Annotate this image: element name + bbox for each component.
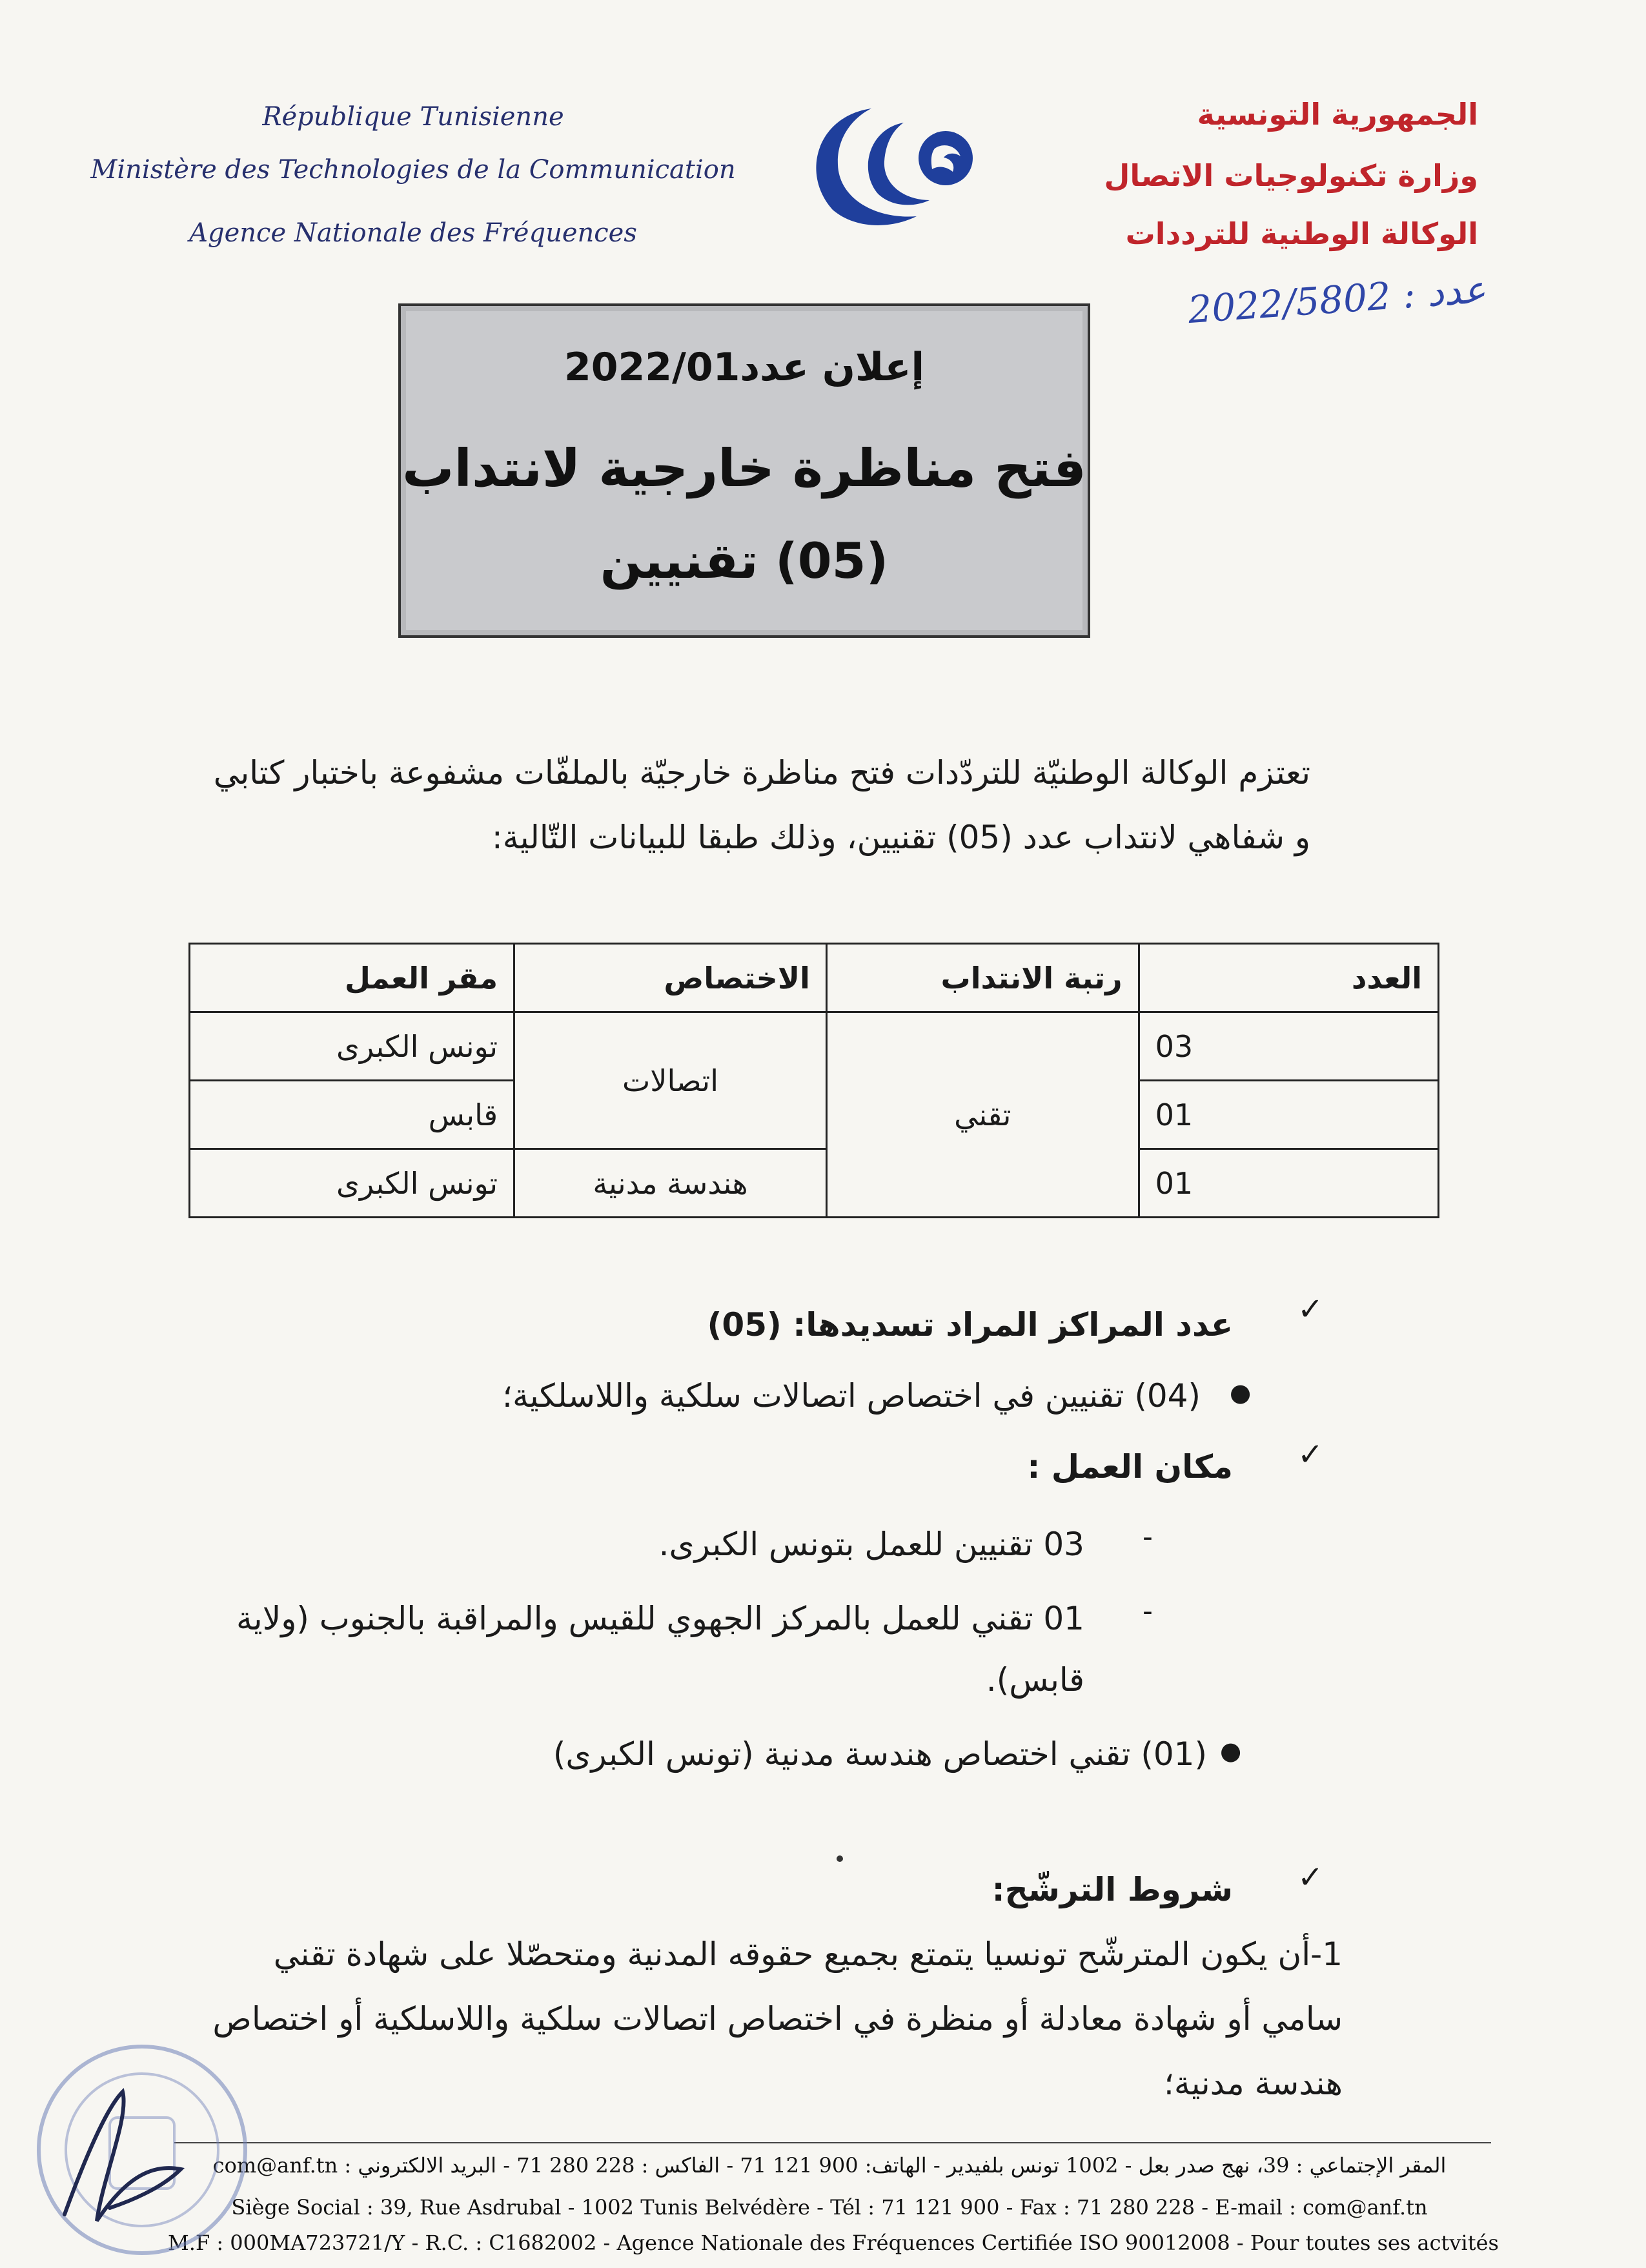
condition-1-line-1: 1-أن يكون المترشّح تونسيا يتمتع بجميع حقوقه المدنية ومتحصّلا على شهادة تقني [273,1936,1343,1973]
dash-icon: - [1143,1520,1153,1553]
civil-engineering-bullet-text: (01) تقني اختصاص هندسة مدنية (تونس الكبرى) [553,1735,1207,1773]
table-header-row [190,944,1439,1012]
footer-french-address: Siège Social : 39, Rue Asdrubal - 1002 Tunis Belvédère - Tél : 71 121 900 - Fax : 71 280 228 - E-mail : com@anf.tn [231,2195,1428,2220]
positions-bullet-text: (04) تقنيين في اختصاص اتصالات سلكية واللاسلكية؛ [502,1377,1201,1415]
signature-icon [52,2066,213,2234]
condition-1-line-2: سامي أو شهادة معادلة أو منظرة في اختصاص اتصالات سلكية واللاسلكية أو اختصاص [212,2000,1343,2038]
specialty-cell: هندسة مدنية [514,1149,827,1218]
header-specialty: الاختصاص [514,944,827,1012]
specialty-cell: اتصالات [514,1012,827,1149]
check-mark-icon: ✓ [1297,1859,1324,1895]
intro-line-1: تعتزم الوكالة الوطنيّة للتردّدات فتح مناظرة خارجيّة بالملفّات مشفوعة باختبار كتابي [213,754,1310,792]
footer-divider [174,2142,1491,2143]
rank-cell: تقني [826,1012,1139,1218]
count-cell: 01 [1139,1081,1438,1149]
positions-heading: عدد المراكز المراد تسديدها: (05) [707,1306,1233,1343]
condition-1-line-3: هندسة مدنية؛ [1163,2065,1343,2102]
bullet-icon: ● [1220,1737,1242,1765]
footer-arabic-address: المقر الإجتماعي : 39، نهج صدر بعل - 1002 تونس بلفيدير - الهاتف: 900 121 71 - الفاكس : 228 280 71 - البريد الالكتروني : com@anf.tn [212,2153,1447,2178]
count-cell: 03 [1139,1012,1438,1081]
french-header-ministry: Ministère des Technologies de la Communication [90,155,736,185]
speck-mark [837,1855,843,1862]
workplace-item-2-line-1: 01 تقني للعمل بالمركز الجهوي للقيس والمراقبة بالجنوب (ولاية [236,1600,1084,1637]
footer-legal-info: M.F : 000MA723721/Y - R.C. : C1682002 - Agence Nationale des Fréquences Certifiée ISO 90012008 - Pour toutes ses actvités [168,2231,1499,2255]
handwritten-serial-number: عدد : 2022/5802 [1186,267,1487,332]
location-cell: تونس الكبرى [190,1149,514,1218]
count-cell: 01 [1139,1149,1438,1218]
announcement-subtitle: (05) تقنيين [600,532,889,589]
check-mark-icon: ✓ [1297,1436,1324,1473]
arabic-header-republic: الجمهورية التونسية [1197,97,1478,132]
intro-line-2: و شفاهي لانتداب عدد (05) تقنيين، وذلك طبقا للبيانات التّالية: [491,819,1310,856]
announcement-title: فتح مناظرة خارجية لانتداب [402,438,1086,498]
header-location: مقر العمل [190,944,514,1012]
table-row [190,1012,1439,1081]
location-cell: قابس [190,1081,514,1149]
announcement-number: إعلان عدد2022/01 [564,345,925,390]
location-cell: تونس الكبرى [190,1012,514,1081]
anf-logo-icon [794,97,1007,232]
header-count: العدد [1139,944,1438,1012]
announcement-title-box [398,303,1090,638]
header-rank: رتبة الانتداب [826,944,1139,1012]
conditions-heading: شروط الترشّح: [991,1871,1233,1908]
workplace-item-2-line-2: قابس). [986,1661,1084,1699]
bullet-icon: ● [1230,1378,1252,1407]
table-row [190,1149,1439,1218]
check-mark-icon: ✓ [1297,1291,1324,1327]
arabic-header-agency: الوكالة الوطنية للترددات [1125,216,1478,251]
workplace-heading: مكان العمل : [1027,1448,1233,1486]
french-header-republic: République Tunisienne [262,102,564,132]
arabic-header-ministry: وزارة تكنولوجيات الاتصال [1104,158,1478,193]
dash-icon: - [1143,1595,1153,1628]
french-header-agency: Agence Nationale des Fréquences [189,218,637,248]
positions-table [188,943,1439,1218]
workplace-item-1: 03 تقنيين للعمل بتونس الكبرى. [658,1526,1084,1563]
